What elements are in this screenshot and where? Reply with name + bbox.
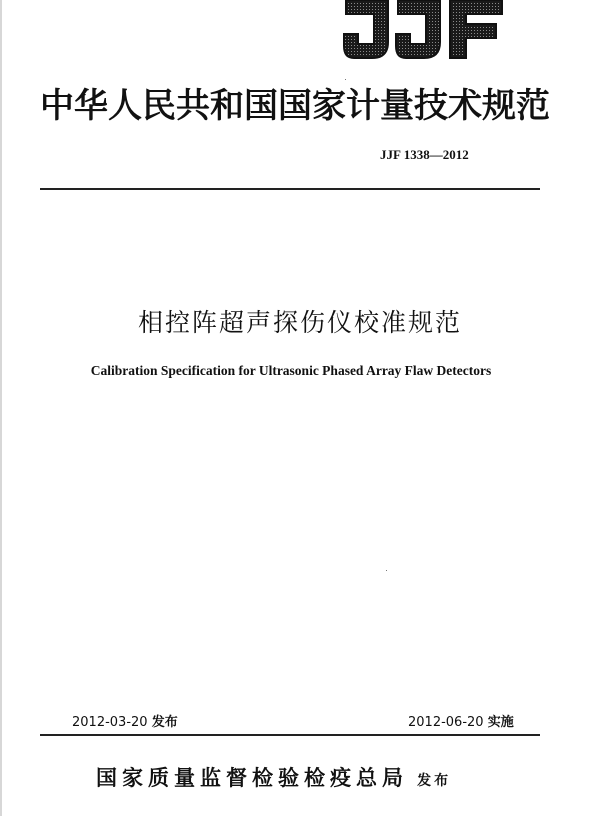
jjf-logo	[342, 0, 504, 60]
document-code: JJF 1338—2012	[380, 147, 469, 162]
document-title-english: Calibration Specification for Ultrasonic Phased Array Flaw Detectors	[90, 363, 492, 378]
implementation-date	[408, 711, 514, 730]
page-edge	[0, 0, 2, 816]
implementation-date-value: 2012-06-20	[408, 715, 484, 730]
issuing-authority	[96, 762, 451, 792]
document-title-chinese: 相控阵超声探伤仪校准规范	[137, 308, 462, 337]
issue-date-value: 2012-03-20	[72, 715, 148, 730]
scan-speck	[345, 79, 346, 80]
issue-date	[72, 711, 178, 730]
issuer-name: 国家质量监督检验检疫总局	[96, 765, 408, 790]
scan-speck	[386, 570, 387, 571]
national-spec-heading: 中华人民共和国国家计量技术规范	[40, 86, 550, 126]
issuer-publish-label: 发布	[417, 773, 452, 789]
issue-date-label: 发布	[151, 715, 178, 730]
implementation-date-label: 实施	[487, 715, 514, 730]
bottom-divider	[40, 734, 540, 736]
top-divider	[40, 188, 540, 190]
